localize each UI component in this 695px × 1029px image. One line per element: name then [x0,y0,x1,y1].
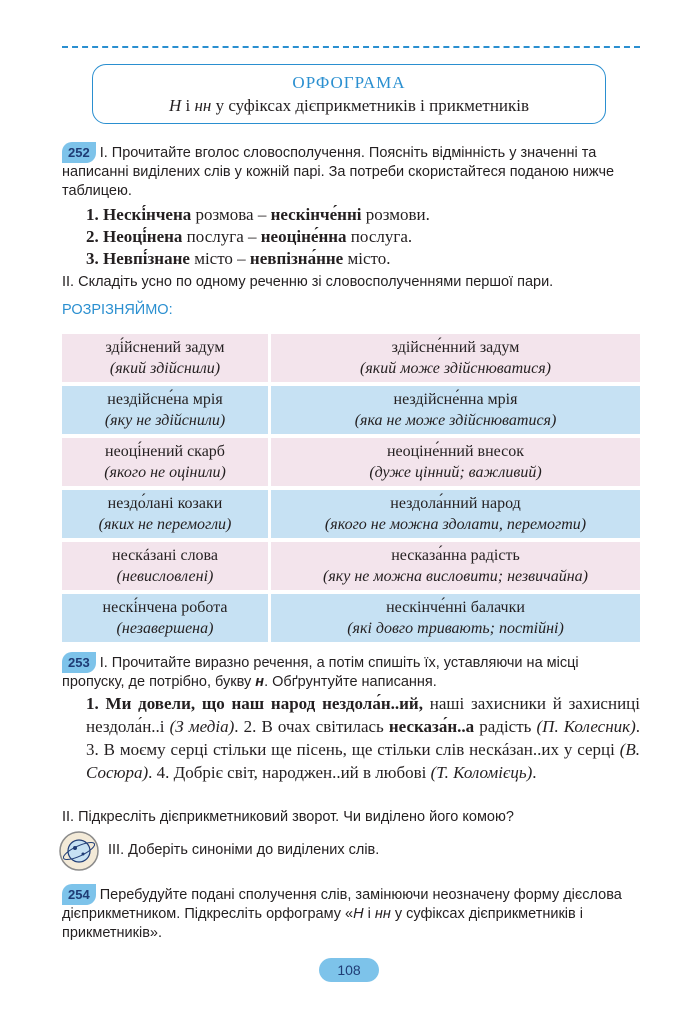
table-row: нездо́лані козаки (яких не перемогли) нездола́нний народ (якого не можна здолати, перемогти) [62,490,640,538]
rozriznyaimo-heading: РОЗРІЗНЯЙМО: [62,302,173,318]
task-253-part2: ІІ. Підкресліть дієприкметниковий зворот. Чи виділено його комою? [62,809,514,825]
task-253-instruction: 253 І. Прочитайте виразно речення, а потім спишіть їх, уставляючи на місці пропуску, де потрібно, букву н. Обґрунтуйте написання. [62,652,640,692]
task-252-part2: ІІ. Складіть усно по одному реченню зі словосполученнями першої пари. [62,274,554,290]
table-row: зді́йснений задум (який здійснили) здійсне́нний задум (який може здійснюватися) [62,334,640,382]
task-253-number: 253 [62,652,96,673]
task-253-part3: ІІІ. Доберіть синоніми до виділених слів. [108,842,380,858]
top-dashed-divider [62,46,640,48]
task-254-instruction: 254 Перебудуйте подані сполучення слів, замінюючи неозначену форму дієслова дієприкметником. Підкресліть орфограму «Н і нн у суфіксах дієприкметників і прикметників». [62,884,640,943]
task-252-instruction: 252 І. Прочитайте вголос словосполучення. Поясніть відмінність у значенні та написанні виділених слів у кожній парі. За потреби скористайтеся поданою нижче таблицею. [62,142,640,201]
synonyms-globe-icon [58,830,100,872]
example-row: 1. Нескі́нчена розмова – нескінче́нні розмови. [86,205,430,224]
table-row: нездійсне́на мрія (яку не здійснили) нездійсне́нна мрія (яка не може здійснюватися) [62,386,640,434]
table-row: нескі́нчена робота (незавершена) нескінче́нні балачки (які довго тривають; постійні) [62,594,640,642]
orfograma-subtitle: Н і нн у суфіксах дієприкметників і прикметників [168,96,530,115]
task-253-sentences: 1. Ми довели, що наш народ нездола́н..ий, наші захисники й захисниці нездола́н..і (З медіа). 2. В очах світилась несказа́н..а радість (П. Колесник). 3. В моєму серці стільки ще пісень, ще стільки слів нескáзан..их у серці (В. Сосюра). 4. Добріє світ, народжен..ий в любові (Т. Коломієць). [86,694,640,782]
table-row: нескáзані слова (невисловлені) несказа́нна радість (яку не можна висловити; незвичайна) [62,542,640,590]
example-row: 2. Неоці́нена послуга – неоціне́нна послуга. [86,227,413,246]
example-row: 3. Невпі́знане місто – невпізна́нне місто. [86,249,391,268]
task-252-examples [86,204,430,270]
task-254-number: 254 [62,884,96,905]
table-row: неоці́нений скарб (якого не оцінили) неоціне́нний внесок (дуже цінний; важливий) [62,438,640,486]
orfograma-box [92,64,606,124]
task-252-number: 252 [62,142,96,163]
distinction-table [62,330,640,646]
orfograma-title: ОРФОГРАМА [292,73,406,92]
page-number: 108 [319,958,379,982]
